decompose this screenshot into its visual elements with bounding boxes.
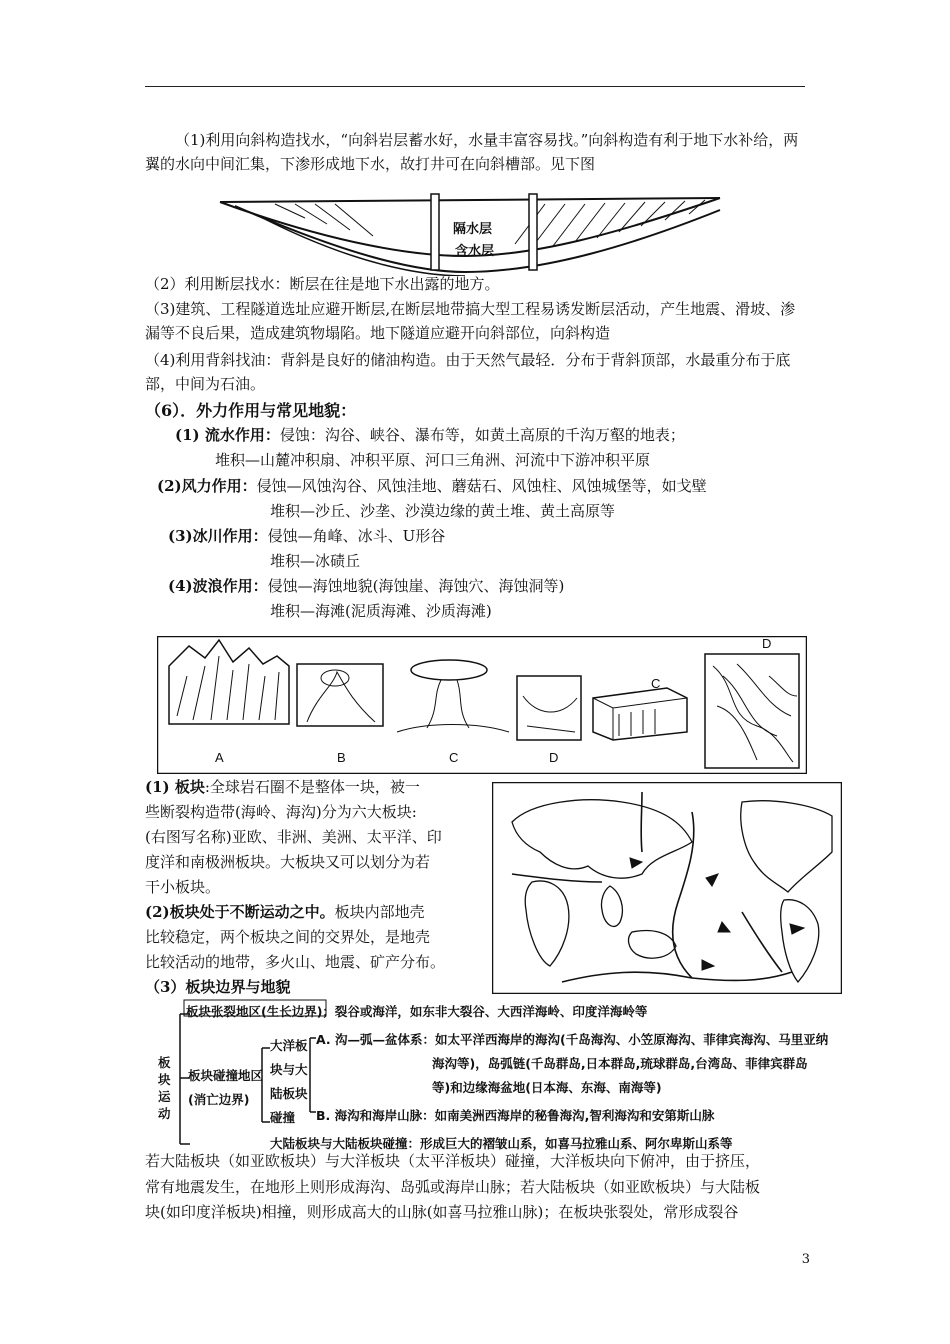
landform-wind-pillar: [397, 660, 509, 732]
aquiclude-label: 隔水层: [453, 221, 493, 236]
bottom-line-2: 常有地震发生，在地形上则形成海沟、岛弧或海岸山脉；若大陆板块（如亚欧板块）与大陆板: [145, 1178, 761, 1196]
table-ocean-continent-label: 大洋板 块与大 陆板块 碰撞: [270, 1038, 308, 1125]
world-plates-map: [492, 782, 842, 994]
plate-point-3-title: （3）板块边界与地貌: [145, 978, 291, 996]
plate-point-1-line-3: (右图写名称)亚欧、非洲、美洲、太平洋、印: [145, 828, 442, 846]
force-wind-erosion: (2)风力作用：侵蚀—风蚀沟谷、风蚀洼地、蘑菇石、风蚀柱、风蚀城堡等，如戈壁: [157, 477, 707, 495]
table-divergent-row: 板块张裂地区(生长边界)；裂谷或海洋，如东非大裂谷、大西洋海岭、印度洋海岭等: [186, 1004, 648, 1019]
table-collision-label-1: 板块碰撞地区: [188, 1068, 264, 1083]
landform-block: [593, 688, 687, 740]
landform-label-a: A: [215, 750, 224, 765]
landform-label-d: D: [549, 750, 559, 765]
plate-point-1-line-1: (1) 板块:全球岩石圈不是整体一块，被一: [145, 778, 420, 796]
plate-point-2-line-1: (2)板块处于不断运动之中。板块内部地壳: [145, 903, 425, 921]
bottom-line-1: 若大陆板块（如亚欧板块）与大洋板块（太平洋板块）碰撞，大洋板块向下俯冲，由于挤压，: [145, 1152, 761, 1170]
table-type-a-line-3: 等)和边缘海盆地(日本海、东海、南海等): [432, 1080, 662, 1095]
table-type-b-line: B. 海沟和海岸山脉：如南美洲西海岸的秘鲁海沟,智利海沟和安第斯山脉: [316, 1108, 715, 1123]
table-continent-collision-row: 大陆板块与大陆板块碰撞：形成巨大的褶皱山系，如喜马拉雅山系、阿尔卑斯山系等: [270, 1136, 733, 1151]
paragraph-fault-water: （2）利用断层找水：断层在往是地下水出露的地方。: [145, 275, 500, 293]
landform-label-b: B: [337, 750, 346, 765]
plate-point-1-line-4: 度洋和南极洲板块。大板块又可以划分为若: [145, 853, 431, 871]
syncline-diagram: [215, 184, 725, 276]
table-type-a-line-1: A. 沟—弧—盆体系：如太平洋西海岸的海沟(千岛海沟、小笠原海沟、菲律宾海沟、马里亚纳: [316, 1032, 829, 1047]
bottom-line-3: 块(如印度洋板块)相撞，则形成高大的山脉(如喜马拉雅山脉)；在板块张裂处，常形成裂谷: [145, 1203, 739, 1221]
paragraph-anticline-oil: （4)利用背斜找油：背斜是良好的储油构造。由于天然气最轻．分布于背斜顶部，水最重分布于底部，中间为石油。: [145, 351, 791, 393]
plate-point-1-line-2: 些断裂构造带(海岭、海沟)分为六大板块:: [145, 803, 417, 821]
paragraph-syncline-water: （1)利用向斜构造找水，“向斜岩层蓄水好，水量丰富容易找。”向斜构造有利于地下水补给，两翼的水向中间汇集，下渗形成地下水，故打井可在向斜槽部。见下图: [145, 131, 799, 173]
section-6-title: （6）．外力作用与常见地貌：: [145, 401, 357, 420]
force-glacier-erosion: (3)冰川作用：侵蚀—角峰、冰斗、U形谷: [168, 527, 446, 545]
force-wave-erosion: (4)波浪作用：侵蚀—海蚀地貌(海蚀崖、海蚀穴、海蚀洞等): [168, 577, 565, 595]
table-type-a-line-2: 海沟等)，岛弧链(千岛群岛,日本群岛,琉球群岛,台湾岛、菲律宾群岛: [432, 1056, 808, 1071]
force-glacier-deposit: 堆积—冰碛丘: [270, 552, 361, 570]
plate-point-2-line-2: 比较稳定，两个板块之间的交界处，是地壳: [145, 928, 431, 946]
landform-label-d-inset: D: [762, 636, 772, 651]
landform-horn-peak: [169, 640, 289, 724]
force-water-erosion: (1) 流水作用：侵蚀：沟谷、峡谷、瀑布等，如黄土高原的千沟万壑的地表；: [175, 426, 685, 444]
paragraph-engineering: （3)建筑、工程隧道选址应避开断层,在断层地带搞大型工程易诱发断层活动，产生地震、滑坡、渗漏等不良后果，造成建筑物塌陷。地下隧道应避开向斜部位，向斜构造: [145, 300, 796, 342]
force-water-deposit: 堆积—山麓冲积扇、冲积平原、河口三角洲、河流中下游冲积平原: [215, 451, 651, 469]
landform-u-valley: [517, 676, 581, 740]
table-collision-label-2: (消亡边界): [188, 1092, 250, 1107]
header-rule: [145, 86, 805, 87]
landform-delta: [705, 654, 799, 768]
plate-boundary-table: [150, 998, 840, 1154]
table-root-label: 板 块 运 动: [158, 1055, 171, 1121]
page-number: 3: [801, 1252, 810, 1267]
force-wind-deposit: 堆积—沙丘、沙垄、沙漠边缘的黄土堆、黄土高原等: [270, 502, 616, 520]
landform-label-c: C: [449, 750, 459, 765]
plate-point-1-line-5: 干小板块。: [145, 878, 221, 896]
landform-illustrations: [157, 636, 807, 774]
force-wave-deposit: 堆积—海滩(泥质海滩、沙质海滩): [270, 602, 492, 620]
aquifer-label: 含水层: [455, 243, 495, 258]
landform-label-c-inset: C: [651, 676, 661, 691]
plate-point-2-line-3: 比较活动的地带，多火山、地震、矿产分布。: [145, 953, 446, 971]
landform-mushroom-rock: [297, 664, 383, 726]
